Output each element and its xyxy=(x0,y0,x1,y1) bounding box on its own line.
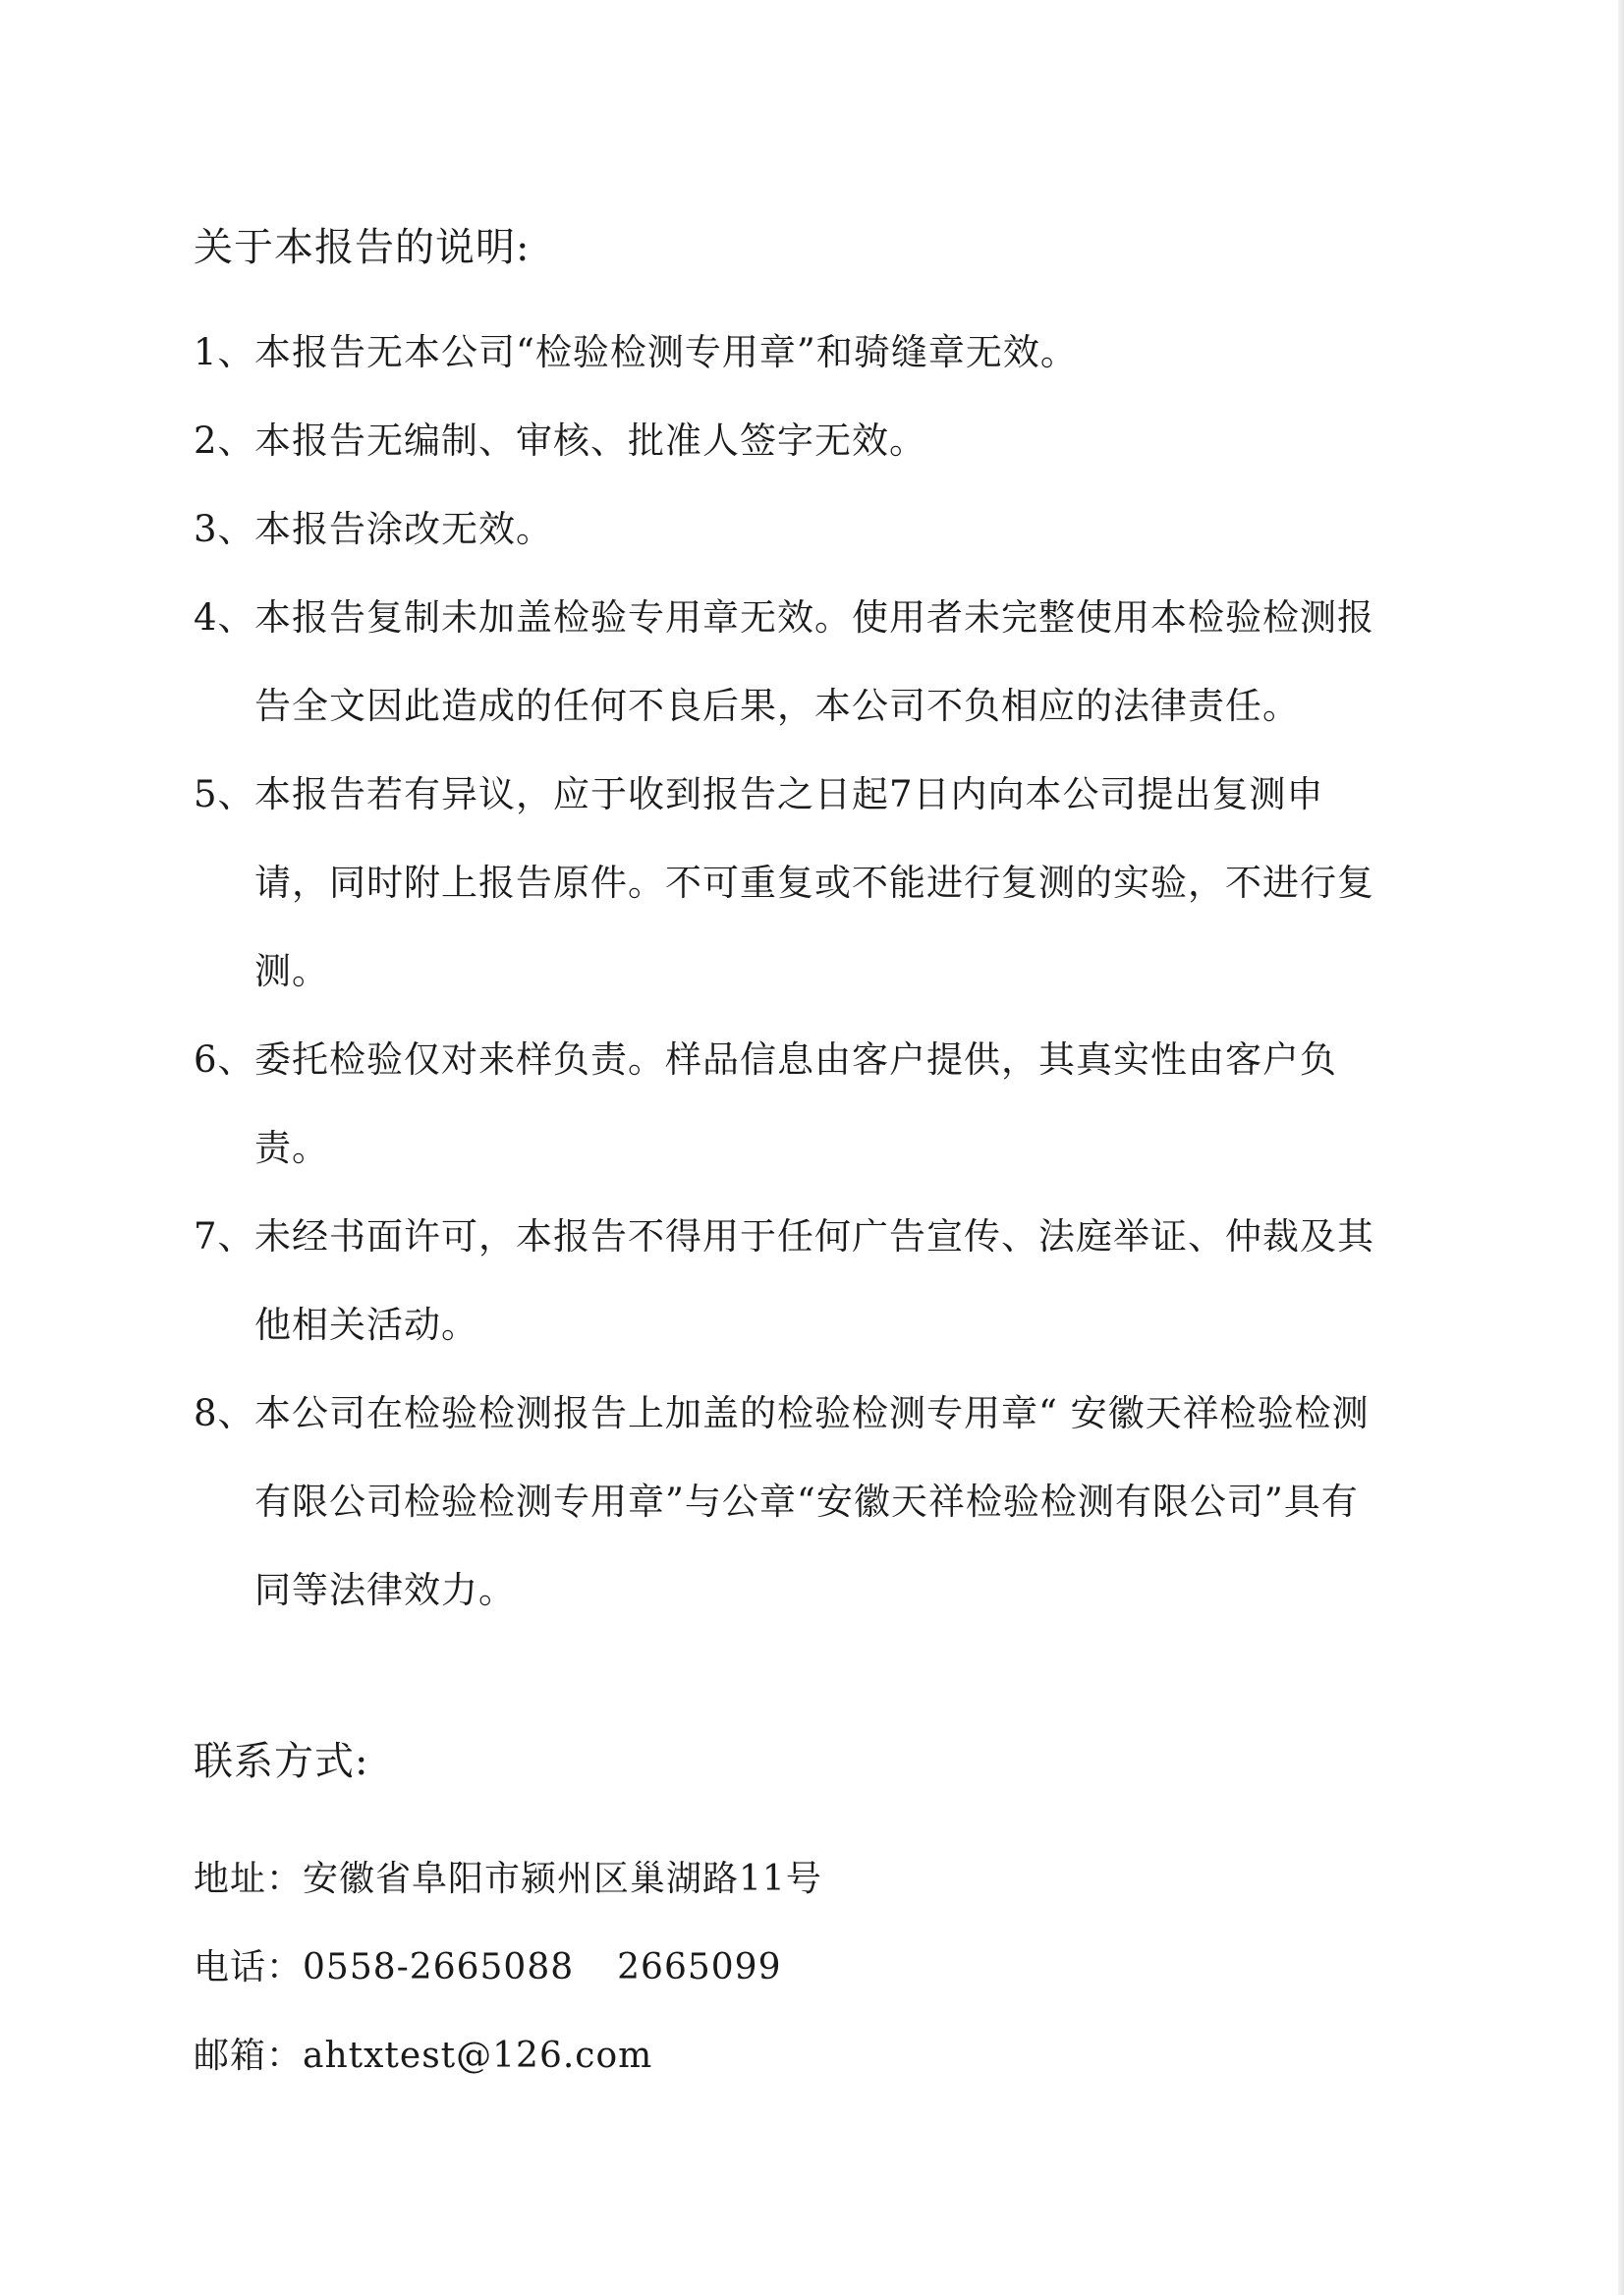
notice-number: 1、 xyxy=(194,331,255,373)
notice-text: 委托检验仅对来样负责。样品信息由客户提供，其真实性由客户负责。 xyxy=(254,1038,1337,1169)
notice-number: 3、 xyxy=(194,508,255,550)
notice-number: 4、 xyxy=(194,596,255,639)
notice-number: 5、 xyxy=(194,773,255,815)
notice-item-2 xyxy=(194,397,1392,485)
notice-text: 本公司在检验检测报告上加盖的检验检测专用章“ 安徽天祥检验检测有限公司检验检测专用章”与公章“安徽天祥检验检测有限公司”具有同等法律效力。 xyxy=(254,1392,1370,1611)
notice-item-4 xyxy=(194,574,1392,751)
notice-item-6 xyxy=(194,1016,1392,1193)
notice-number: 6、 xyxy=(194,1038,255,1081)
contact-phone-row xyxy=(194,1924,822,2012)
notice-item-7 xyxy=(194,1193,1392,1370)
phone-secondary: 2665099 xyxy=(617,1947,782,1987)
notice-text: 本报告无本公司“检验检测专用章”和骑缝章无效。 xyxy=(254,331,1078,373)
notice-text: 本报告若有异议，应于收到报告之日起7日内向本公司提出复测申请，同时附上报告原件。不可重复或不能进行复测的实验，不进行复测。 xyxy=(254,773,1374,992)
notice-item-8 xyxy=(194,1370,1392,1635)
address-value: 安徽省阜阳市颍州区巢湖路11号 xyxy=(303,1859,822,1899)
notice-item-1 xyxy=(194,308,1392,397)
contact-heading: 联系方式: xyxy=(194,1739,369,1784)
notice-item-3 xyxy=(194,485,1392,574)
notice-number: 2、 xyxy=(194,420,255,462)
contact-address-row xyxy=(194,1835,822,1924)
notice-text: 本报告涂改无效。 xyxy=(254,508,553,550)
phone-primary: 0558-2665088 xyxy=(303,1947,575,1987)
notice-item-5 xyxy=(194,751,1392,1016)
address-label: 地址： xyxy=(194,1859,304,1899)
notice-number: 8、 xyxy=(194,1392,255,1434)
notes-heading: 关于本报告的说明: xyxy=(194,225,531,270)
notice-number: 7、 xyxy=(194,1215,255,1258)
contact-email-row xyxy=(194,2012,822,2100)
email-label: 邮箱： xyxy=(194,2036,304,2076)
email-value: ahtxtest@126.com xyxy=(303,2036,653,2076)
notice-list xyxy=(194,308,1392,1635)
notice-text: 未经书面许可，本报告不得用于任何广告宣传、法庭举证、仲裁及其他相关活动。 xyxy=(254,1215,1374,1346)
notice-text: 本报告无编制、审核、批准人签字无效。 xyxy=(254,420,926,462)
contact-block xyxy=(194,1835,822,2100)
page-edge xyxy=(1618,0,1624,2295)
phone-label: 电话： xyxy=(194,1947,304,1987)
notice-text: 本报告复制未加盖检验专用章无效。使用者未完整使用本检验检测报告全文因此造成的任何不良后果，本公司不负相应的法律责任。 xyxy=(254,596,1374,727)
